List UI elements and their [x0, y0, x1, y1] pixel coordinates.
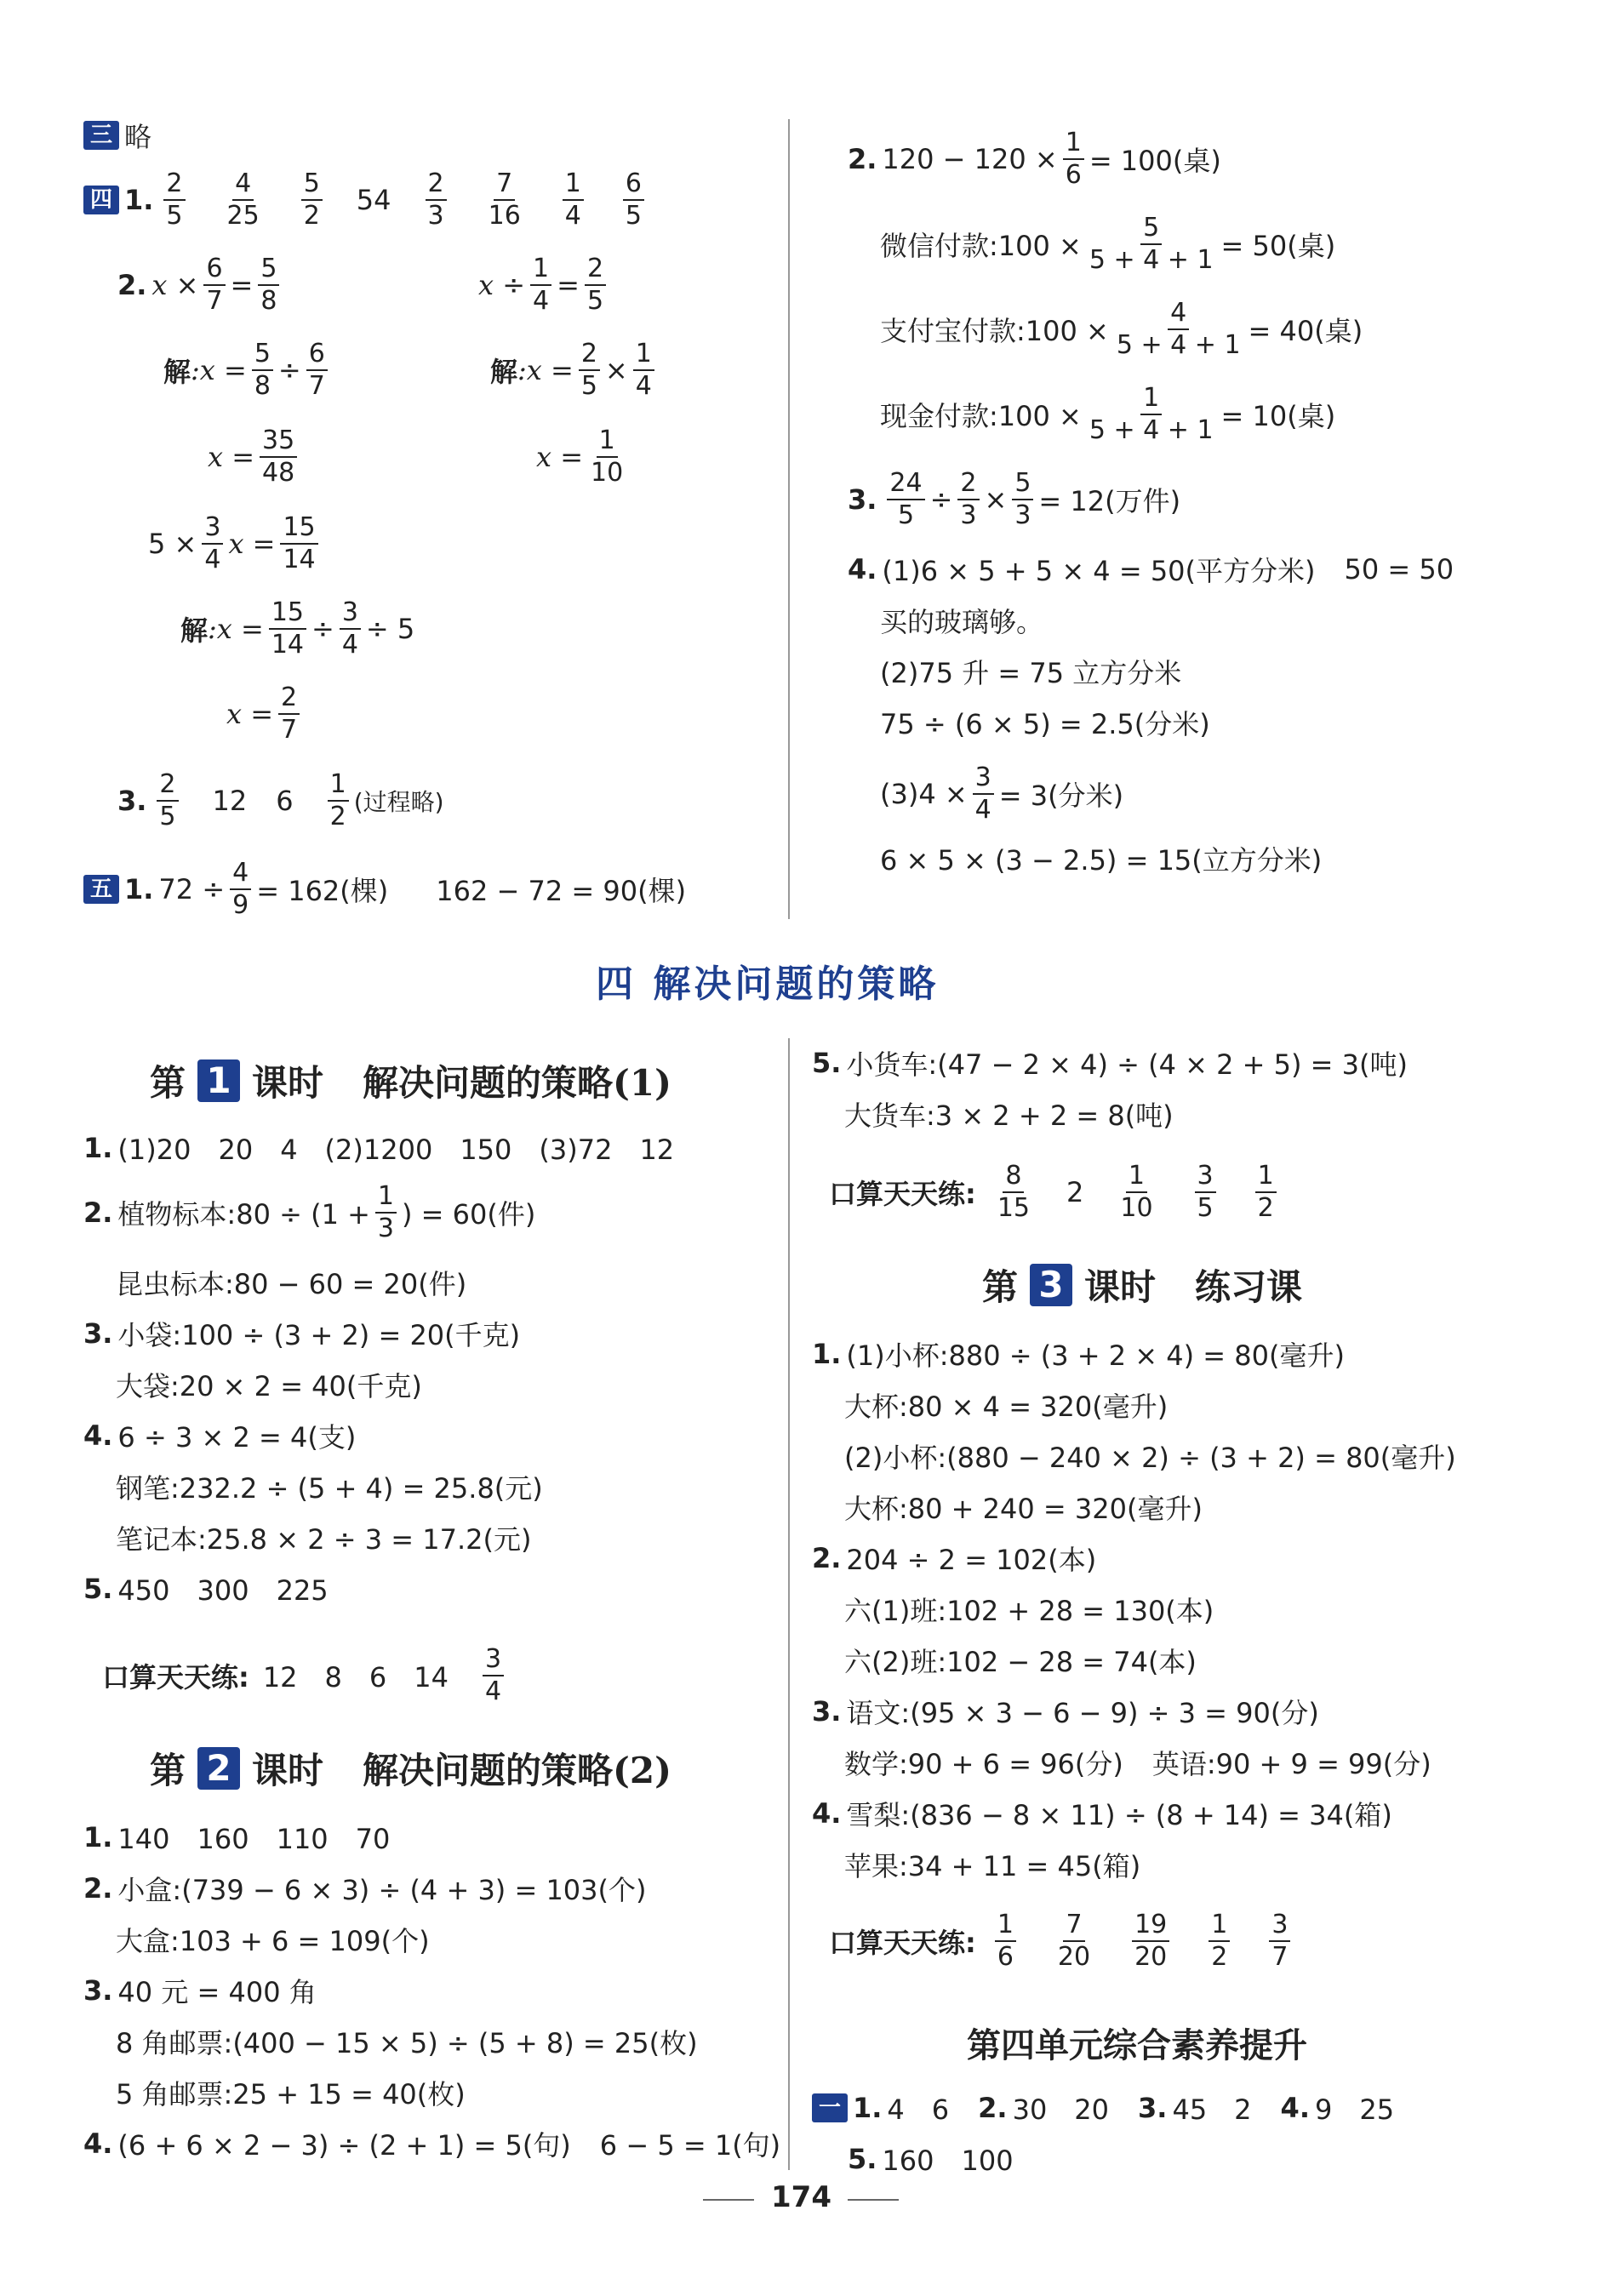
r-q2: 2. 204 ÷ 2 = 102(本)	[812, 1542, 1097, 1576]
q4-line4: 75 ÷ (6 × 5) = 2.5(分米)	[880, 708, 1210, 740]
answer-value: 54	[356, 183, 391, 216]
lesson-2-heading: 第 2 课时 解决问题的策略(2)	[150, 1747, 671, 1791]
fraction: $\frac{2}{5}$	[157, 771, 178, 830]
fraction: $\frac{5}{5 + 4 + 1}$	[1089, 213, 1214, 275]
oral-practice-1: 口算天天练: 12 8 6 14 $\frac{3}{4}$	[102, 1646, 509, 1705]
fraction: $\frac{1}{2}$	[1255, 1162, 1277, 1221]
fraction: $\frac{19}{20}$	[1132, 1911, 1169, 1970]
fraction: $\frac{6}{5}$	[623, 170, 644, 229]
r-q1-line4: 大杯:80 + 240 = 320(毫升)	[844, 1493, 1203, 1525]
fraction: $\frac{6}{7}$	[203, 255, 225, 314]
column-divider	[788, 1038, 790, 2170]
equation-b: x ÷ $\frac{1}{4}$ = $\frac{2}{5}$	[478, 255, 611, 314]
section-badge: 一	[812, 2093, 848, 2122]
fraction: $\frac{2}{3}$	[426, 170, 447, 229]
q4-line3: (2)75 升 = 75 立方分米	[880, 657, 1182, 689]
top-right-q4-line1: 4. (1)6 × 5 + 5 × 4 = 50(平方分米) 50 = 50	[848, 553, 1454, 587]
l2-q3: 3. 40 元 = 400 角	[83, 1974, 317, 2008]
fraction: $\frac{7}{16}$	[488, 168, 521, 231]
l2-q1: 1. 140 160 110 70	[83, 1821, 391, 1855]
wechat-payment: 微信付款:100 × $\frac{5}{5 + 4 + 1}$ = 50(桌)	[880, 213, 1336, 275]
lesson-number-badge: 3	[1030, 1264, 1072, 1306]
fraction: $\frac{2}{7}$	[278, 684, 300, 743]
l2-q2: 2. 小盒:(739 − 6 × 3) ÷ (4 + 3) = 103(个)	[83, 1872, 647, 1906]
fraction: $\frac{2}{5}$	[579, 340, 600, 399]
fraction: $\frac{1}{10}$	[1120, 1161, 1153, 1223]
l2-q4: 4. (6 + 6 × 2 − 3) ÷ (2 + 1) = 5(句) 6 − 5 = 1(句)	[83, 2128, 781, 2162]
unit-review-title: 第四单元综合素养提升	[967, 2025, 1307, 2065]
l1-q2: 2. 植物标本:80 ÷ (1 + $\frac{1}{3}$ ) = 60(件)	[83, 1181, 536, 1243]
fraction: $\frac{3}{4}$	[483, 1646, 504, 1705]
fraction: $\frac{1}{4}$	[563, 170, 584, 229]
fraction: $\frac{2}{5}$	[585, 255, 606, 314]
answer-text: 略	[124, 121, 152, 153]
fraction: $\frac{1}{3}$	[375, 1183, 397, 1242]
fraction: $\frac{1}{6}$	[995, 1911, 1016, 1970]
l1-q2-line2: 昆虫标本:80 − 60 = 20(件)	[116, 1268, 467, 1300]
l1-q3: 3. 小袋:100 ÷ (3 + 2) = 20(千克)	[83, 1317, 521, 1351]
fraction: $\frac{5}{3}$	[1012, 470, 1033, 528]
equation-a: 2. x × $\frac{6}{7}$ = $\frac{5}{8}$	[117, 255, 284, 314]
solution-a: 解 :x = $\frac{5}{8}$ ÷ $\frac{6}{7}$	[163, 340, 333, 399]
result-b: x = $\frac{1}{10}$	[536, 427, 631, 486]
l1-q4-line2: 钢笔:232.2 ÷ (5 + 4) = 25.8(元)	[116, 1472, 543, 1505]
fraction: $\frac{3}{4}$	[340, 599, 361, 658]
r-q1: 1. (1)小杯:880 ÷ (3 + 2 × 4) = 80(毫升)	[812, 1338, 1345, 1372]
r-q3: 3. 语文:(95 × 3 − 6 − 9) ÷ 3 = 90(分)	[812, 1695, 1319, 1729]
fraction: $\frac{5}{8}$	[252, 340, 273, 399]
fraction: $\frac{4}{25}$	[226, 168, 260, 231]
fraction: $\frac{3}{7}$	[1269, 1911, 1290, 1970]
page-number: 174	[771, 2180, 831, 2214]
fraction: $\frac{1}{2}$	[1209, 1911, 1230, 1970]
page-number-rule	[848, 2199, 899, 2201]
fraction: $\frac{7}{20}$	[1057, 1910, 1091, 1972]
fraction: $\frac{5}{8}$	[258, 255, 279, 314]
l1-q1: 1. (1)20 20 4 (2)1200 150 (3)72 12	[83, 1132, 675, 1166]
l1-q5: 5. 450 300 225	[83, 1573, 329, 1607]
unit-review-row1: 一 1. 4 6 2. 30 20 3. 45 2 4. 9 25	[812, 2088, 1394, 2128]
top-right-q3: 3. $\frac{24}{5}$ ÷ $\frac{2}{3}$ × $\frac{5}{3}$ = 12(万件)	[848, 468, 1181, 530]
alipay-payment: 支付宝付款:100 × $\frac{4}{5 + 4 + 1}$ = 40(桌)	[880, 298, 1363, 360]
l2-q2-line2: 大盒:103 + 6 = 109(个)	[116, 1925, 430, 1957]
q4-line2: 买的玻璃够。	[880, 606, 1044, 638]
column-divider	[788, 119, 790, 919]
fraction: $\frac{3}{4}$	[202, 514, 223, 573]
fraction: $\frac{3}{4}$	[973, 764, 994, 823]
l1-q4-line3: 笔记本:25.8 × 2 ÷ 3 = 17.2(元)	[116, 1523, 532, 1556]
lesson-3-heading: 第 3 课时 练习课	[982, 1264, 1303, 1308]
r-q5-line2: 大货车:3 × 2 + 2 = 8(吨)	[844, 1099, 1174, 1132]
section-3-row	[83, 116, 151, 155]
solution-c: 解 :x = $\frac{15}{14}$ ÷ $\frac{3}{4}$ ÷ 5	[180, 597, 415, 660]
fraction: $\frac{35}{48}$	[260, 427, 297, 486]
section-5-row: 五 1. 72 ÷ $\frac{4}{9}$ = 162(棵) 162 − 72 = 90(棵)	[83, 860, 686, 918]
l2-q3-line3: 5 角邮票:25 + 15 = 40(枚)	[116, 2078, 466, 2110]
r-q5: 5. 小货车:(47 − 2 × 4) ÷ (4 × 2 + 5) = 3(吨)	[812, 1047, 1408, 1081]
equation-c: 5 × $\frac{3}{4}$ x = $\frac{15}{14}$	[148, 514, 323, 573]
result-a: x = $\frac{35}{48}$	[208, 427, 302, 486]
fraction: $\frac{1}{10}$	[591, 426, 624, 488]
l1-q4: 4. 6 ÷ 3 × 2 = 4(支)	[83, 1419, 357, 1454]
fraction: $\frac{6}{7}$	[306, 340, 328, 399]
fraction: $\frac{1}{4}$	[530, 255, 551, 314]
lesson-1-heading: 第 1 课时 解决问题的策略(1)	[150, 1059, 671, 1104]
lesson-number-badge: 2	[197, 1747, 240, 1790]
solution-b: 解 :x = $\frac{2}{5}$ × $\frac{1}{4}$	[490, 340, 660, 399]
fraction: $\frac{8}{15}$	[997, 1161, 1030, 1223]
l1-q3-line2: 大袋:20 × 2 = 40(千克)	[116, 1370, 422, 1402]
section-badge: 五	[83, 875, 119, 904]
fraction: $\frac{1}{5 + 4 + 1}$	[1089, 383, 1214, 445]
oral-practice-2: 口算天天练: $\frac{8}{15}$ 2 $\frac{1}{10}$ $\frac{3}{5}$ $\frac{1}{2}$	[829, 1162, 1282, 1221]
fraction: $\frac{4}{5 + 4 + 1}$	[1116, 298, 1241, 360]
section-badge: 三	[83, 121, 119, 150]
fraction: $\frac{3}{5}$	[1195, 1162, 1216, 1221]
fraction: $\frac{2}{3}$	[957, 470, 979, 528]
q4-line6: 6 × 5 × (3 − 2.5) = 15(立方分米)	[880, 844, 1323, 877]
fraction: $\frac{1}{4}$	[633, 340, 654, 399]
r-q4-line2: 苹果:34 + 11 = 45(箱)	[844, 1850, 1141, 1882]
l2-q3-line2: 8 角邮票:(400 − 15 × 5) ÷ (5 + 8) = 25(枚)	[116, 2027, 698, 2059]
unit-review-row2: 5. 160 100	[848, 2143, 1014, 2177]
question-3-row: 3. $\frac{2}{5}$ 12 6 $\frac{1}{2}$ (过程略)	[117, 769, 444, 831]
question-number: 1.	[124, 183, 154, 216]
fraction: $\frac{15}{14}$	[269, 599, 306, 658]
r-q3-line2: 数学:90 + 6 = 96(分) 英语:90 + 9 = 99(分)	[844, 1748, 1431, 1780]
lesson-number-badge: 1	[197, 1059, 240, 1102]
page-number-rule	[703, 2199, 754, 2201]
section-badge: 四	[83, 186, 119, 214]
fraction: $\frac{1}{6}$	[1063, 129, 1084, 188]
q4-line5: (3)4 × $\frac{3}{4}$ = 3(分米)	[880, 762, 1124, 825]
fraction: $\frac{24}{5}$	[887, 470, 924, 528]
result-c: x = $\frac{2}{7}$	[226, 684, 305, 743]
r-q1-line2: 大杯:80 × 4 = 320(毫升)	[844, 1391, 1169, 1423]
r-q1-line3: (2)小杯:(880 − 240 × 2) ÷ (3 + 2) = 80(毫升)	[844, 1442, 1456, 1474]
fraction: $\frac{1}{2}$	[328, 771, 349, 830]
top-right-q2: 2. 120 − 120 × $\frac{1}{6}$ = 100(桌)	[848, 128, 1221, 190]
cash-payment: 现金付款:100 × $\frac{1}{5 + 4 + 1}$ = 10(桌)	[880, 383, 1336, 445]
r-q4: 4. 雪梨:(836 − 8 × 11) ÷ (8 + 14) = 34(箱)	[812, 1797, 1392, 1831]
fraction: $\frac{15}{14}$	[280, 514, 317, 573]
fraction: $\frac{2}{5}$	[163, 170, 185, 229]
section-title: 四 解决问题的策略	[596, 962, 940, 1006]
oral-practice-3: 口算天天练: $\frac{1}{6}$ $\frac{7}{20}$ $\frac{19}{20}$ $\frac{1}{2}$ $\frac{3}{7}$	[829, 1911, 1295, 1970]
r-q2-line2: 六(1)班:102 + 28 = 130(本)	[844, 1595, 1214, 1627]
section-4-q1	[83, 170, 649, 229]
r-q2-line3: 六(2)班:102 − 28 = 74(本)	[844, 1646, 1197, 1678]
fraction: $\frac{4}{9}$	[230, 860, 251, 918]
question-number: 2.	[117, 268, 147, 301]
fraction: $\frac{5}{2}$	[301, 170, 323, 229]
